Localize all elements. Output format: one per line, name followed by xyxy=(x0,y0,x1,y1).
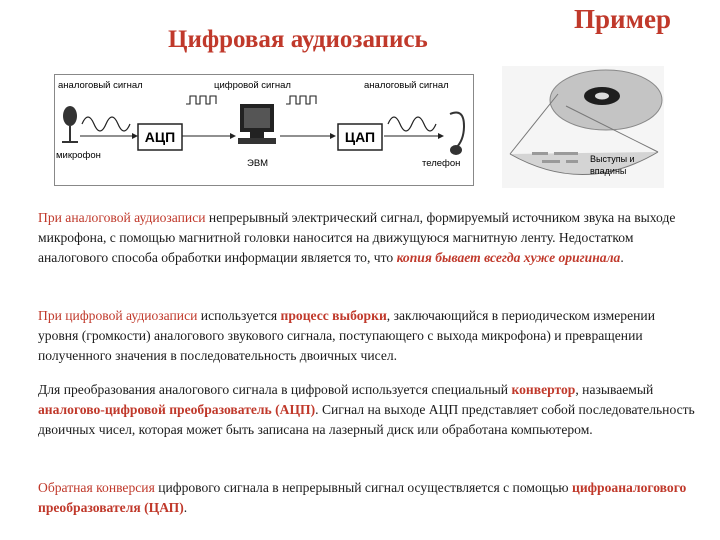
dac-label: ЦАП xyxy=(344,129,376,145)
p1-emphasis: копия бывает всегда хуже оригинала xyxy=(396,250,621,265)
term-converter: конвертор xyxy=(511,382,576,397)
computer-icon xyxy=(238,104,276,144)
term-sampling: процесс выборки xyxy=(280,308,387,323)
p1-text: непрерывный электрический сигнал, формируемый источником звука на выходе микрофона, с помощью магнитной головки наносится на движущуюся магнитную ленту. Недостатком аналогового способа обработки информации является то, что xyxy=(38,210,676,265)
p4-text: цифрового сигнала в непрерывный сигнал осуществляется с помощью xyxy=(154,480,572,495)
paragraph-dac xyxy=(38,478,698,518)
label-computer: ЭВМ xyxy=(247,158,269,169)
p4-end: . xyxy=(183,500,188,515)
term-analog-recording: При аналоговой аудиозаписи xyxy=(38,210,206,225)
label-analog-in: аналоговый сигнал xyxy=(58,80,143,91)
arrow-to-dac-head-icon xyxy=(330,133,336,139)
signal-chain-diagram xyxy=(54,74,474,186)
label-phone: телефон xyxy=(422,158,461,169)
adc-label: АЦП xyxy=(144,129,176,145)
p2-text-1: используется xyxy=(197,308,281,323)
arrow-to-pc-head-icon xyxy=(230,133,236,139)
p1-end: . xyxy=(620,250,624,265)
phone-icon xyxy=(450,113,464,156)
label-microphone: микрофон xyxy=(56,150,101,161)
term-digital-recording: При цифровой аудиозаписи xyxy=(38,308,198,323)
disk-illustration xyxy=(502,66,664,188)
slide-title: Цифровая аудиозапись xyxy=(168,26,428,53)
p3-text-1: Для преобразования аналогового сигнала в цифровой используется специальный xyxy=(38,382,512,397)
label-digital: цифровой сигнал xyxy=(214,80,291,91)
disk-caption-line1: Выступы и xyxy=(590,154,635,164)
label-analog-out: аналоговый сигнал xyxy=(364,80,449,91)
p3-text-2: , называемый xyxy=(575,382,654,397)
disk-caption-line2: впадины xyxy=(590,166,627,176)
p3-text-3: . Сигнал на выходе АЦП представляет собой последовательность двоичных чисел, которая может быть записана на лазерный диск или обработана компьютером. xyxy=(38,402,695,437)
digital-pulses-left xyxy=(186,96,216,104)
microphone-icon xyxy=(62,106,78,142)
paragraph-analog-recording xyxy=(38,208,698,268)
arrow-out-head-icon xyxy=(438,133,444,139)
paragraph-adc xyxy=(38,380,698,440)
disk-hole-icon xyxy=(595,93,609,100)
analog-wave-in xyxy=(82,117,130,131)
term-dac: цифроаналогового преобразователя (ЦАП) xyxy=(38,480,687,515)
analog-wave-out xyxy=(388,117,436,131)
term-adc: аналогово-цифровой преобразователь (АЦП) xyxy=(38,402,316,417)
paragraph-digital-recording xyxy=(38,306,698,366)
term-reverse-conversion: Обратная конверсия xyxy=(38,480,155,495)
arrow-in-head-icon xyxy=(132,133,138,139)
example-label: Пример xyxy=(574,4,671,34)
p2-text-2: , заключающийся в периодическом измерении уровня (громкости) аналогового звукового сигнала, поступающего с выхода микрофона) и превращении полученного значения в последовательность двоичных чисел. xyxy=(38,308,655,363)
digital-pulses-right xyxy=(286,96,316,104)
